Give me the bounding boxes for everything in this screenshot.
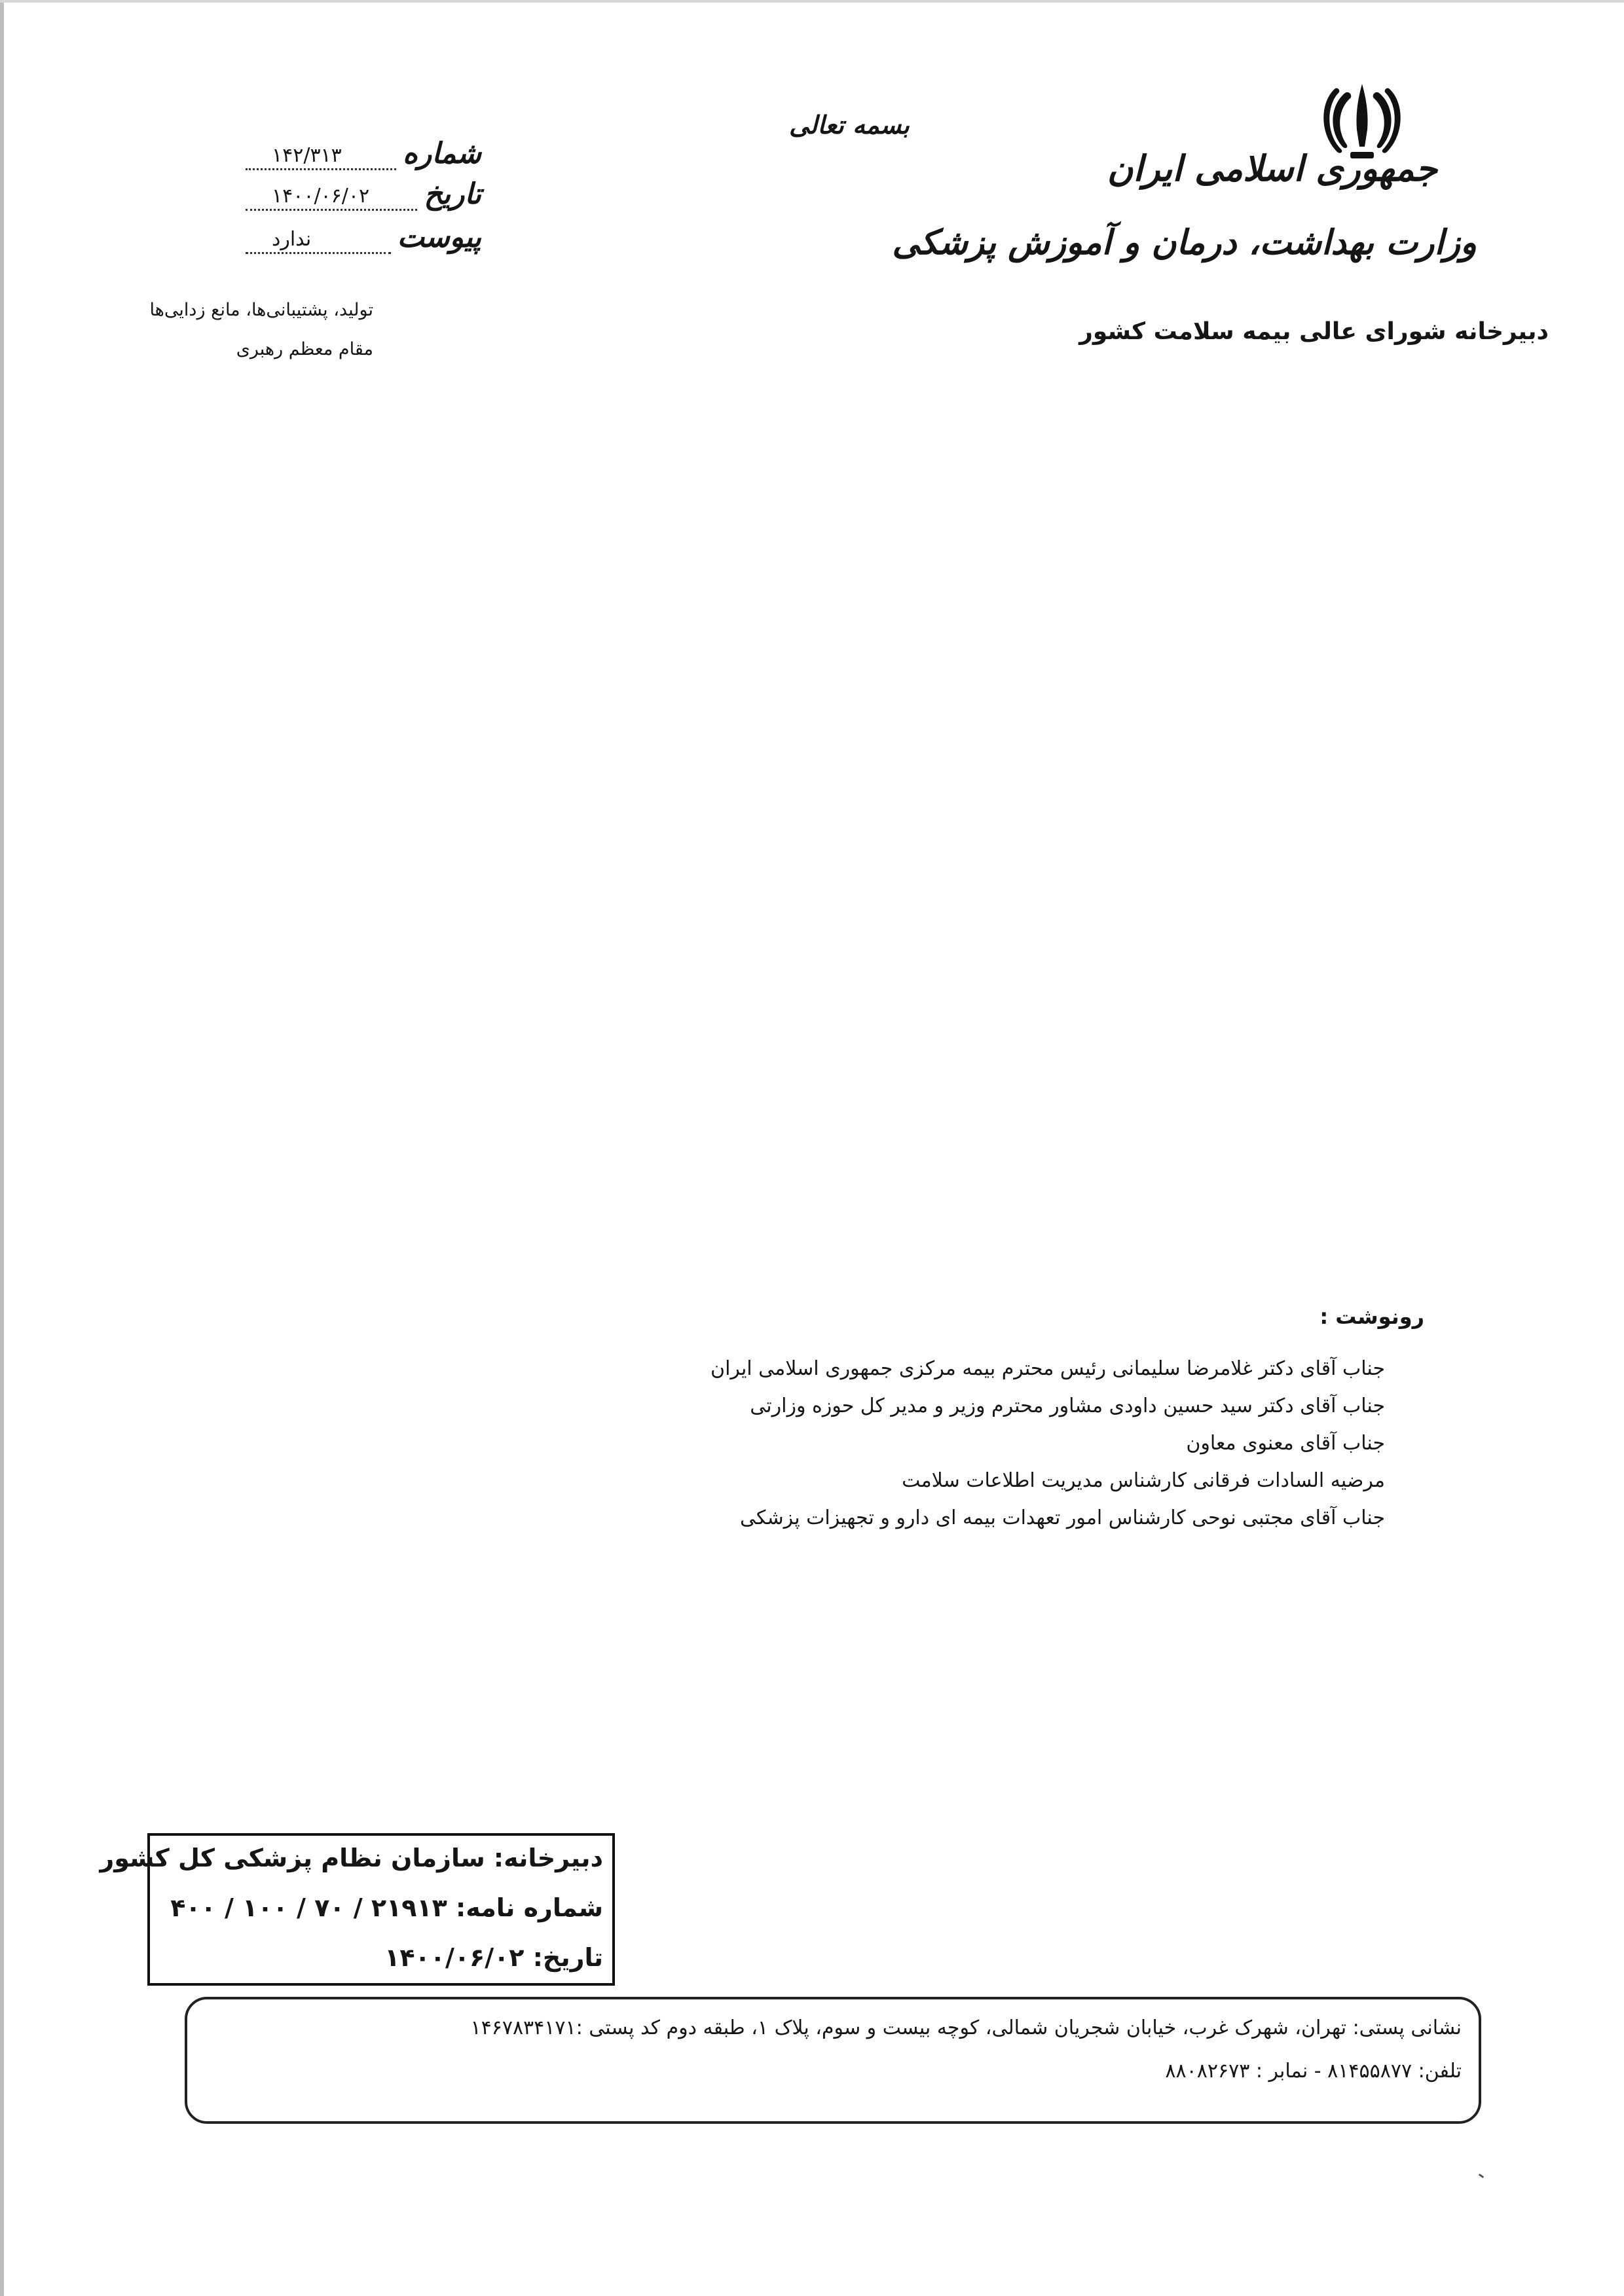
scan-edge-top [0, 0, 1624, 3]
scan-edge-left [0, 0, 4, 2296]
letter-date-value: ۱۴۰۰/۰۶/۰۲ [246, 185, 417, 211]
basmala: بسمه تعالی [789, 110, 910, 139]
cc-list [710, 1350, 1385, 1537]
letter-number-row [246, 131, 481, 170]
scan-speck [1479, 2174, 1484, 2178]
stamp-date: تاریخ: ۱۴۰۰/۰۶/۰۲ [384, 1943, 603, 1972]
attachment-value: ندارد [246, 228, 391, 254]
registration-stamp [100, 1833, 615, 1986]
motto-attribution: مقام معظم رهبری [236, 339, 373, 359]
cc-item: جناب آقای معنوی معاون [1186, 1432, 1385, 1455]
letter-number-label: شماره [402, 137, 481, 170]
letter-number-value: ۱۴۲/۳۱۳ [246, 144, 396, 170]
cc-item: جناب آقای دکتر غلامرضا سلیمانی رئیس محترم بیمه مرکزی جمهوری اسلامی ایران [710, 1357, 1385, 1380]
stamp-letter-number: شماره نامه: ۲۱۹۱۳ / ۷۰ / ۱۰۰ / ۴۰۰ [170, 1893, 603, 1922]
cc-title: رونوشت : [1320, 1304, 1424, 1329]
postal-address: نشانی پستی: تهران، شهرک غرب، خیابان شجریان شمالی، کوچه بیست و سوم، پلاک ۱، طبقه دوم کد پستی :۱۴۶۷۸۳۴۱۷۱ [470, 2016, 1462, 2039]
cc-item: مرضیه السادات فرقانی کارشناس مدیریت اطلاعات سلامت [902, 1469, 1385, 1492]
address-box [185, 1997, 1481, 2124]
attachment-label: پیوست [397, 221, 481, 254]
year-motto: تولید، پشتیبانی‌ها، مانع زدایی‌ها [149, 300, 373, 320]
attachment-row [246, 215, 481, 254]
ministry-title: وزارت بهداشت، درمان و آموزش پزشکی [892, 223, 1477, 263]
republic-title: جمهوری اسلامی ایران [1107, 147, 1437, 189]
stamp-secretariat: دبیرخانه: سازمان نظام پزشکی کل کشور [100, 1844, 603, 1872]
letter-date-label: تاریخ [424, 177, 481, 211]
cc-item: جناب آقای مجتبی نوحی کارشناس امور تعهدات بیمه ای دارو و تجهیزات پزشکی [739, 1506, 1385, 1529]
letter-date-row [246, 172, 481, 211]
cc-item: جناب آقای دکتر سید حسین داودی مشاور محترم وزیر و مدیر کل حوزه وزارتی [750, 1394, 1385, 1417]
phone-fax: تلفن: ۸۱۴۵۵۸۷۷ - نمابر : ۸۸۰۸۲۶۷۳ [1165, 2060, 1462, 2083]
secretariat-title: دبیرخانه شورای عالی بیمه سلامت کشور [1079, 318, 1549, 345]
